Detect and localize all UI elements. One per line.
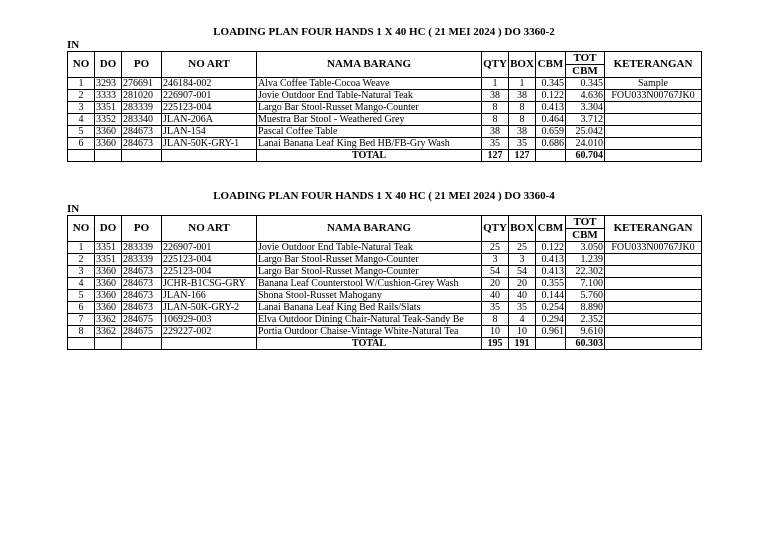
col-header-nama-barang: NAMA BARANG bbox=[257, 216, 482, 242]
loading-plan-table bbox=[67, 51, 702, 162]
cell-cbm: 0.294 bbox=[536, 314, 566, 326]
total-box: 127 bbox=[509, 150, 536, 162]
total-empty-cell bbox=[162, 150, 257, 162]
cell-do: 3362 bbox=[95, 326, 122, 338]
cell-qty: 35 bbox=[482, 138, 509, 150]
cell-nama-barang: Elva Outdoor Dining Chair-Natural Teak-Sandy Be bbox=[257, 314, 482, 326]
col-header-no: NO bbox=[68, 52, 95, 78]
col-header-tot: TOT bbox=[566, 216, 605, 229]
cell-nama-barang: Shona Stool-Russet Mahogany bbox=[257, 290, 482, 302]
cell-do: 3360 bbox=[95, 266, 122, 278]
cell-no-art: 226907-001 bbox=[162, 90, 257, 102]
cell-cbm: 0.659 bbox=[536, 126, 566, 138]
cell-do: 3362 bbox=[95, 314, 122, 326]
col-header-cbm: CBM bbox=[536, 216, 566, 242]
total-empty-cell bbox=[605, 150, 702, 162]
cell-no-art: JLAN-50K-GRY-1 bbox=[162, 138, 257, 150]
cell-po: 276691 bbox=[122, 78, 162, 90]
total-empty-cell bbox=[536, 150, 566, 162]
cell-tot-cbm: 2.352 bbox=[566, 314, 605, 326]
cell-po: 284673 bbox=[122, 278, 162, 290]
col-header-do: DO bbox=[95, 216, 122, 242]
cell-keterangan: FOU033N00767JK0 bbox=[605, 90, 702, 102]
cell-cbm: 0.413 bbox=[536, 102, 566, 114]
cell-cbm: 0.122 bbox=[536, 90, 566, 102]
cell-qty: 54 bbox=[482, 266, 509, 278]
cell-do: 3352 bbox=[95, 114, 122, 126]
cell-qty: 25 bbox=[482, 242, 509, 254]
direction-label: IN bbox=[67, 203, 80, 215]
cell-nama-barang: Portia Outdoor Chaise-Vintage White-Natural Tea bbox=[257, 326, 482, 338]
cell-no-art: JLAN-154 bbox=[162, 126, 257, 138]
cell-tot-cbm: 8.890 bbox=[566, 302, 605, 314]
cell-keterangan bbox=[605, 314, 702, 326]
cell-po: 281020 bbox=[122, 90, 162, 102]
cell-no-art: 246184-002 bbox=[162, 78, 257, 90]
cell-tot-cbm: 1.239 bbox=[566, 254, 605, 266]
cell-box: 35 bbox=[509, 302, 536, 314]
cell-qty: 10 bbox=[482, 326, 509, 338]
cell-box: 3 bbox=[509, 254, 536, 266]
table-row bbox=[68, 290, 702, 302]
cell-tot-cbm: 4.636 bbox=[566, 90, 605, 102]
total-empty-cell bbox=[122, 150, 162, 162]
cell-tot-cbm: 3.304 bbox=[566, 102, 605, 114]
cell-qty: 40 bbox=[482, 290, 509, 302]
cell-po: 284673 bbox=[122, 138, 162, 150]
cell-qty: 38 bbox=[482, 126, 509, 138]
section-title: LOADING PLAN FOUR HANDS 1 X 40 HC ( 21 MEI 2024 ) DO 3360-2 bbox=[213, 26, 555, 38]
table-row bbox=[68, 102, 702, 114]
cell-keterangan bbox=[605, 126, 702, 138]
col-header-keterangan: KETERANGAN bbox=[605, 52, 702, 78]
cell-no-art: 225123-004 bbox=[162, 254, 257, 266]
cell-keterangan bbox=[605, 102, 702, 114]
col-header-tot-cbm: CBM bbox=[566, 65, 605, 78]
cell-no: 8 bbox=[68, 326, 95, 338]
cell-po: 283339 bbox=[122, 254, 162, 266]
table-body bbox=[68, 216, 702, 350]
col-header-nama-barang: NAMA BARANG bbox=[257, 52, 482, 78]
cell-no: 1 bbox=[68, 242, 95, 254]
cell-box: 35 bbox=[509, 138, 536, 150]
cell-nama-barang: Lanai Banana Leaf King Bed HB/FB-Gry Wash bbox=[257, 138, 482, 150]
table-row bbox=[68, 78, 702, 90]
cell-qty: 8 bbox=[482, 314, 509, 326]
cell-do: 3360 bbox=[95, 278, 122, 290]
cell-no: 1 bbox=[68, 78, 95, 90]
total-label: TOTAL bbox=[257, 150, 482, 162]
col-header-qty: QTY bbox=[482, 216, 509, 242]
cell-keterangan bbox=[605, 302, 702, 314]
cell-keterangan bbox=[605, 254, 702, 266]
cell-cbm: 0.144 bbox=[536, 290, 566, 302]
section-title: LOADING PLAN FOUR HANDS 1 X 40 HC ( 21 MEI 2024 ) DO 3360-4 bbox=[213, 190, 555, 202]
cell-no-art: JLAN-50K-GRY-2 bbox=[162, 302, 257, 314]
cell-cbm: 0.345 bbox=[536, 78, 566, 90]
cell-tot-cbm: 24.010 bbox=[566, 138, 605, 150]
cell-cbm: 0.122 bbox=[536, 242, 566, 254]
total-row bbox=[68, 338, 702, 350]
cell-keterangan bbox=[605, 278, 702, 290]
total-empty-cell bbox=[605, 338, 702, 350]
cell-box: 1 bbox=[509, 78, 536, 90]
cell-po: 284673 bbox=[122, 126, 162, 138]
cell-qty: 38 bbox=[482, 90, 509, 102]
total-empty-cell bbox=[95, 338, 122, 350]
cell-nama-barang: Banana Leaf Counterstool W/Cushion-Grey Wash bbox=[257, 278, 482, 290]
header-row bbox=[68, 52, 702, 65]
cell-no-art: 229227-002 bbox=[162, 326, 257, 338]
col-header-cbm: CBM bbox=[536, 52, 566, 78]
cell-tot-cbm: 9.610 bbox=[566, 326, 605, 338]
cell-po: 284675 bbox=[122, 314, 162, 326]
total-empty-cell bbox=[122, 338, 162, 350]
col-header-qty: QTY bbox=[482, 52, 509, 78]
cell-cbm: 0.355 bbox=[536, 278, 566, 290]
total-qty: 127 bbox=[482, 150, 509, 162]
col-header-po: PO bbox=[122, 216, 162, 242]
cell-po: 284673 bbox=[122, 266, 162, 278]
cell-cbm: 0.686 bbox=[536, 138, 566, 150]
cell-do: 3360 bbox=[95, 290, 122, 302]
cell-box: 38 bbox=[509, 126, 536, 138]
table-row bbox=[68, 90, 702, 102]
cell-box: 38 bbox=[509, 90, 536, 102]
cell-do: 3293 bbox=[95, 78, 122, 90]
cell-nama-barang: Muestra Bar Stool - Weathered Grey bbox=[257, 114, 482, 126]
total-qty: 195 bbox=[482, 338, 509, 350]
col-header-do: DO bbox=[95, 52, 122, 78]
cell-no-art: JLAN-166 bbox=[162, 290, 257, 302]
cell-tot-cbm: 3.050 bbox=[566, 242, 605, 254]
loading-plan-section-2 bbox=[67, 189, 701, 350]
total-cbm: 60.704 bbox=[566, 150, 605, 162]
cell-keterangan bbox=[605, 138, 702, 150]
cell-no: 2 bbox=[68, 90, 95, 102]
cell-po: 283339 bbox=[122, 102, 162, 114]
cell-tot-cbm: 25.042 bbox=[566, 126, 605, 138]
table-row bbox=[68, 114, 702, 126]
total-empty-cell bbox=[536, 338, 566, 350]
cell-no-art: 225123-004 bbox=[162, 266, 257, 278]
cell-po: 284673 bbox=[122, 302, 162, 314]
total-empty-cell bbox=[68, 150, 95, 162]
table-row bbox=[68, 126, 702, 138]
cell-nama-barang: Lanai Banana Leaf King Bed Rails/Slats bbox=[257, 302, 482, 314]
col-header-no: NO bbox=[68, 216, 95, 242]
cell-cbm: 0.413 bbox=[536, 266, 566, 278]
total-cbm: 60.303 bbox=[566, 338, 605, 350]
col-header-tot-cbm: CBM bbox=[566, 229, 605, 242]
table-row bbox=[68, 254, 702, 266]
total-empty-cell bbox=[95, 150, 122, 162]
cell-no: 5 bbox=[68, 290, 95, 302]
col-header-no-art: NO ART bbox=[162, 52, 257, 78]
cell-tot-cbm: 3.712 bbox=[566, 114, 605, 126]
col-header-keterangan: KETERANGAN bbox=[605, 216, 702, 242]
cell-no: 6 bbox=[68, 302, 95, 314]
cell-no: 3 bbox=[68, 266, 95, 278]
cell-keterangan bbox=[605, 114, 702, 126]
cell-nama-barang: Largo Bar Stool-Russet Mango-Counter bbox=[257, 266, 482, 278]
cell-po: 283339 bbox=[122, 242, 162, 254]
col-header-box: BOX bbox=[509, 52, 536, 78]
col-header-no-art: NO ART bbox=[162, 216, 257, 242]
cell-keterangan: FOU033N00767JK0 bbox=[605, 242, 702, 254]
table-row bbox=[68, 314, 702, 326]
table-row bbox=[68, 326, 702, 338]
cell-box: 25 bbox=[509, 242, 536, 254]
cell-po: 284675 bbox=[122, 326, 162, 338]
cell-tot-cbm: 0.345 bbox=[566, 78, 605, 90]
cell-no: 3 bbox=[68, 102, 95, 114]
cell-nama-barang: Jovie Outdoor End Table-Natural Teak bbox=[257, 90, 482, 102]
cell-box: 10 bbox=[509, 326, 536, 338]
cell-do: 3351 bbox=[95, 242, 122, 254]
col-header-box: BOX bbox=[509, 216, 536, 242]
cell-no: 4 bbox=[68, 114, 95, 126]
total-empty-cell bbox=[68, 338, 95, 350]
table-row bbox=[68, 278, 702, 290]
total-box: 191 bbox=[509, 338, 536, 350]
cell-no-art: 106929-003 bbox=[162, 314, 257, 326]
total-row bbox=[68, 150, 702, 162]
cell-no: 5 bbox=[68, 126, 95, 138]
cell-nama-barang: Jovie Outdoor End Table-Natural Teak bbox=[257, 242, 482, 254]
cell-do: 3360 bbox=[95, 302, 122, 314]
cell-nama-barang: Largo Bar Stool-Russet Mango-Counter bbox=[257, 254, 482, 266]
loading-plan-section-1 bbox=[67, 25, 701, 162]
total-label: TOTAL bbox=[257, 338, 482, 350]
cell-do: 3333 bbox=[95, 90, 122, 102]
table-row bbox=[68, 266, 702, 278]
cell-no-art: JCHR-B1CSG-GRY bbox=[162, 278, 257, 290]
cell-tot-cbm: 5.760 bbox=[566, 290, 605, 302]
col-header-po: PO bbox=[122, 52, 162, 78]
cell-cbm: 0.254 bbox=[536, 302, 566, 314]
cell-qty: 20 bbox=[482, 278, 509, 290]
cell-no: 7 bbox=[68, 314, 95, 326]
cell-qty: 1 bbox=[482, 78, 509, 90]
cell-keterangan bbox=[605, 290, 702, 302]
cell-qty: 8 bbox=[482, 114, 509, 126]
cell-box: 54 bbox=[509, 266, 536, 278]
cell-qty: 35 bbox=[482, 302, 509, 314]
cell-do: 3360 bbox=[95, 138, 122, 150]
cell-no: 2 bbox=[68, 254, 95, 266]
cell-no-art: JLAN-206A bbox=[162, 114, 257, 126]
cell-cbm: 0.961 bbox=[536, 326, 566, 338]
cell-tot-cbm: 22.302 bbox=[566, 266, 605, 278]
table-row bbox=[68, 242, 702, 254]
cell-nama-barang: Pascal Coffee Table bbox=[257, 126, 482, 138]
header-row bbox=[68, 216, 702, 229]
cell-qty: 3 bbox=[482, 254, 509, 266]
cell-do: 3351 bbox=[95, 254, 122, 266]
direction-label: IN bbox=[67, 39, 80, 51]
cell-keterangan: Sample bbox=[605, 78, 702, 90]
table-body bbox=[68, 52, 702, 162]
cell-do: 3351 bbox=[95, 102, 122, 114]
cell-no: 4 bbox=[68, 278, 95, 290]
table-row bbox=[68, 138, 702, 150]
cell-cbm: 0.413 bbox=[536, 254, 566, 266]
cell-nama-barang: Alva Coffee Table-Cocoa Weave bbox=[257, 78, 482, 90]
cell-po: 284673 bbox=[122, 290, 162, 302]
cell-box: 40 bbox=[509, 290, 536, 302]
cell-qty: 8 bbox=[482, 102, 509, 114]
cell-do: 3360 bbox=[95, 126, 122, 138]
table-row bbox=[68, 302, 702, 314]
cell-box: 8 bbox=[509, 114, 536, 126]
loading-plan-table bbox=[67, 215, 702, 350]
cell-no-art: 225123-004 bbox=[162, 102, 257, 114]
cell-tot-cbm: 7.100 bbox=[566, 278, 605, 290]
cell-box: 8 bbox=[509, 102, 536, 114]
total-empty-cell bbox=[162, 338, 257, 350]
col-header-tot: TOT bbox=[566, 52, 605, 65]
cell-po: 283340 bbox=[122, 114, 162, 126]
cell-no-art: 226907-001 bbox=[162, 242, 257, 254]
cell-nama-barang: Largo Bar Stool-Russet Mango-Counter bbox=[257, 102, 482, 114]
cell-keterangan bbox=[605, 266, 702, 278]
cell-no: 6 bbox=[68, 138, 95, 150]
cell-cbm: 0.464 bbox=[536, 114, 566, 126]
cell-keterangan bbox=[605, 326, 702, 338]
cell-box: 4 bbox=[509, 314, 536, 326]
cell-box: 20 bbox=[509, 278, 536, 290]
